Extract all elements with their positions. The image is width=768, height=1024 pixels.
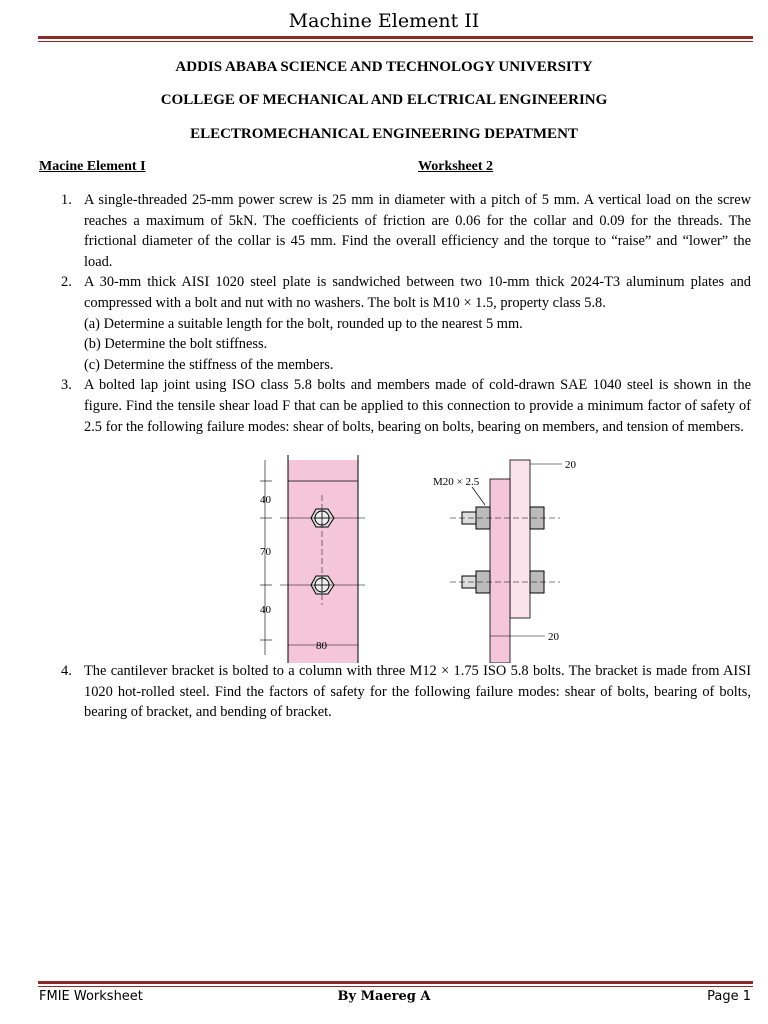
question-number: 2. <box>61 274 72 291</box>
question-4 <box>39 661 751 723</box>
department-name: ELECTROMECHANICAL ENGINEERING DEPATMENT <box>190 126 578 142</box>
question-number: 4. <box>61 663 72 680</box>
footer-author: By Maereg A <box>337 989 431 1004</box>
footer-page-number: Page 1 <box>707 989 751 1004</box>
question-number: 3. <box>61 377 72 394</box>
dim-width-label: 80 <box>316 640 327 652</box>
dim-right-top-label: 20 <box>565 459 576 471</box>
header-rule-thin <box>38 41 753 42</box>
footer-rule <box>38 981 753 984</box>
bolted-lap-joint-figure <box>250 455 590 663</box>
dim-mid-label: 70 <box>260 546 271 558</box>
university-name: ADDIS ABABA SCIENCE AND TECHNOLOGY UNIVERSITY <box>175 59 593 75</box>
worksheet-number: Worksheet 2 <box>418 159 494 174</box>
footer-rule-thin <box>38 986 753 987</box>
side-plate-right <box>510 460 530 618</box>
dim-bot-label: 40 <box>260 604 271 616</box>
question-part-a: (a) Determine a suitable length for the bolt, rounded up to the nearest 5 mm. <box>84 315 523 332</box>
question-part-c: (c) Determine the stiffness of the members. <box>84 356 334 373</box>
front-plate <box>288 460 358 663</box>
dim-right-bot-label: 20 <box>548 631 559 643</box>
dim-top-label: 40 <box>260 494 271 506</box>
course-name: Macine Element I <box>39 159 146 174</box>
question-number: 1. <box>61 192 72 208</box>
header-rule <box>38 36 753 39</box>
question-text: A single-threaded 25-mm power screw is 25 mm in diameter with a pitch of 5 mm. A vertical load on the screw reaches a maximum of 5kN. The coefficients of friction are 0.06 for the collar and 0.09 for the threads. The frictional diameter of the collar is 45 mm. Find the overall efficiency and the torque to “raise” and “lower” the load. <box>84 192 751 270</box>
college-name: COLLEGE OF MECHANICAL AND ELCTRICAL ENGINEERING <box>160 92 608 108</box>
question-2 <box>39 272 751 375</box>
question-part-b: (b) Determine the bolt stiffness. <box>84 336 268 353</box>
footer-left: FMIE Worksheet <box>39 989 143 1004</box>
bolt-spec-label: M20 × 2.5 <box>433 476 480 488</box>
question-text: A bolted lap joint using ISO class 5.8 bolts and members made of cold-drawn SAE 1040 steel is shown in the figure. Find the tensile shear load F that can be applied to this connection to provide a minimum factor of safety of 2.5 for the following failure modes: shear of bolts, bearing on bolts, bearing on members, and tension of members. <box>84 377 751 435</box>
question-1 <box>39 190 751 272</box>
page-header-title: Machine Element II <box>288 10 480 32</box>
question-text: The cantilever bracket is bolted to a column with three M12 × 1.75 ISO 5.8 bolts. The bracket is made from AISI 1020 hot-rolled steel. Find the factors of safety for the following failure modes: shear of bolts, bearing of bolts, bearing of bracket, and bending of bracket. <box>84 663 751 721</box>
question-text: A 30-mm thick AISI 1020 steel plate is sandwiched between two 10-mm thick 2024-T3 aluminum plates and compressed with a bolt and nut with no washers. The bolt is M10 × 1.5, property class 5.8. <box>84 274 751 311</box>
side-plate-left <box>490 479 510 663</box>
